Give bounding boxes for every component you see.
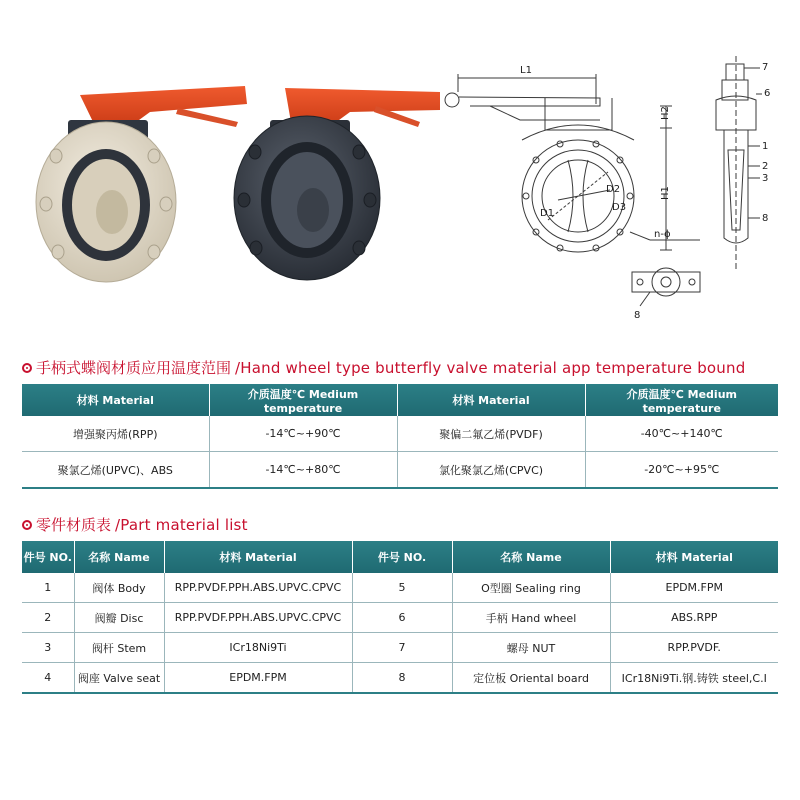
header-material: 材料 Material xyxy=(397,384,585,416)
material-cell: 聚偏二氟乙烯(PVDF) xyxy=(397,416,585,452)
part-name-cell: 阀瓣 Disc xyxy=(74,603,164,633)
header-no: 件号 NO. xyxy=(352,541,452,573)
temperature-cell: -14℃~+80℃ xyxy=(209,452,397,489)
temperature-table xyxy=(22,384,778,489)
header-no: 件号 NO. xyxy=(22,541,74,573)
bullet-icon xyxy=(22,520,32,530)
material-cell: 氯化聚氯乙烯(CPVC) xyxy=(397,452,585,489)
part-name-cell: O型圈 Sealing ring xyxy=(452,573,610,603)
header-material: 材料 Material xyxy=(164,541,352,573)
beige-handle-lever xyxy=(176,108,238,127)
dim-label-d2: D2 xyxy=(606,184,621,195)
temperature-cell: -40℃~+140℃ xyxy=(585,416,778,452)
dark-valve-photo xyxy=(234,88,440,280)
header-name: 名称 Name xyxy=(74,541,164,573)
part-material-cell: RPP.PVDF.PPH.ABS.UPVC.CPVC xyxy=(164,573,352,603)
table-row xyxy=(22,452,778,489)
callout-7: 7 xyxy=(762,62,769,73)
header-medium-temperature: 介质温度℃ Medium temperature xyxy=(209,384,397,416)
callout-3: 3 xyxy=(762,173,769,184)
dim-label-l1: L1 xyxy=(520,65,532,76)
table-row xyxy=(22,573,778,603)
parts-title-cn: 零件材质表 xyxy=(36,516,112,534)
part-material-cell: ICr18Ni9Ti xyxy=(164,633,352,663)
part-no-cell: 4 xyxy=(22,663,74,694)
part-material-cell: ICr18Ni9Ti.钢.铸铁 steel,C.I xyxy=(610,663,778,694)
table-row xyxy=(22,663,778,694)
part-no-cell: 8 xyxy=(352,663,452,694)
part-material-cell: ABS.RPP xyxy=(610,603,778,633)
temperature-title-cn: 手柄式蝶阀材质应用温度范围 xyxy=(36,359,232,377)
dim-label-d3: D3 xyxy=(612,202,627,213)
dim-label-n-phi: n-ϕ xyxy=(654,229,671,240)
header-name: 名称 Name xyxy=(452,541,610,573)
part-name-cell: 阀座 Valve seat xyxy=(74,663,164,694)
temperature-cell: -20℃~+95℃ xyxy=(585,452,778,489)
parts-section-title xyxy=(22,514,248,535)
table-row xyxy=(22,603,778,633)
hero-illustrations xyxy=(0,0,800,340)
dim-label-h2: H2 xyxy=(660,106,671,120)
part-no-cell: 5 xyxy=(352,573,452,603)
beige-disc-hub xyxy=(96,190,128,234)
temperature-table-header xyxy=(22,384,778,416)
callout-1: 1 xyxy=(762,141,769,152)
temperature-section-title xyxy=(22,357,745,378)
part-material-cell: RPP.PVDF.PPH.ABS.UPVC.CPVC xyxy=(164,603,352,633)
part-name-cell: 阀杆 Stem xyxy=(74,633,164,663)
part-name-cell: 定位板 Oriental board xyxy=(452,663,610,694)
part-name-cell: 阀体 Body xyxy=(74,573,164,603)
callout-8-bottom: 8 xyxy=(634,310,641,321)
callout-2: 2 xyxy=(762,161,769,172)
part-name-cell: 螺母 NUT xyxy=(452,633,610,663)
parts-title-en: /Part material list xyxy=(115,515,248,534)
material-cell: 聚氯乙烯(UPVC)、ABS xyxy=(22,452,209,489)
part-no-cell: 6 xyxy=(352,603,452,633)
callout-6: 6 xyxy=(764,88,771,99)
technical-drawing-side xyxy=(716,56,762,270)
material-cell: 增强聚丙烯(RPP) xyxy=(22,416,209,452)
parts-table xyxy=(22,541,778,694)
header-material: 材料 Material xyxy=(610,541,778,573)
part-no-cell: 3 xyxy=(22,633,74,663)
parts-table-header xyxy=(22,541,778,573)
bullet-icon xyxy=(22,363,32,373)
part-material-cell: EPDM.FPM xyxy=(610,573,778,603)
dim-label-h1: H1 xyxy=(660,186,671,200)
table-row xyxy=(22,633,778,663)
table-row xyxy=(22,416,778,452)
header-material: 材料 Material xyxy=(22,384,209,416)
part-name-cell: 手柄 Hand wheel xyxy=(452,603,610,633)
hero-svg xyxy=(0,0,800,340)
part-no-cell: 2 xyxy=(22,603,74,633)
part-material-cell: EPDM.FPM xyxy=(164,663,352,694)
part-no-cell: 7 xyxy=(352,633,452,663)
temperature-cell: -14℃~+90℃ xyxy=(209,416,397,452)
header-medium-temperature: 介质温度℃ Medium temperature xyxy=(585,384,778,416)
dim-label-d1: D1 xyxy=(540,208,555,219)
part-no-cell: 1 xyxy=(22,573,74,603)
temperature-title-en: /Hand wheel type butterfly valve material app temperature bound xyxy=(235,358,746,377)
part-material-cell: RPP.PVDF. xyxy=(610,633,778,663)
dark-disc-hub xyxy=(297,188,329,232)
callout-8-side: 8 xyxy=(762,213,769,224)
beige-valve-photo xyxy=(36,86,247,282)
